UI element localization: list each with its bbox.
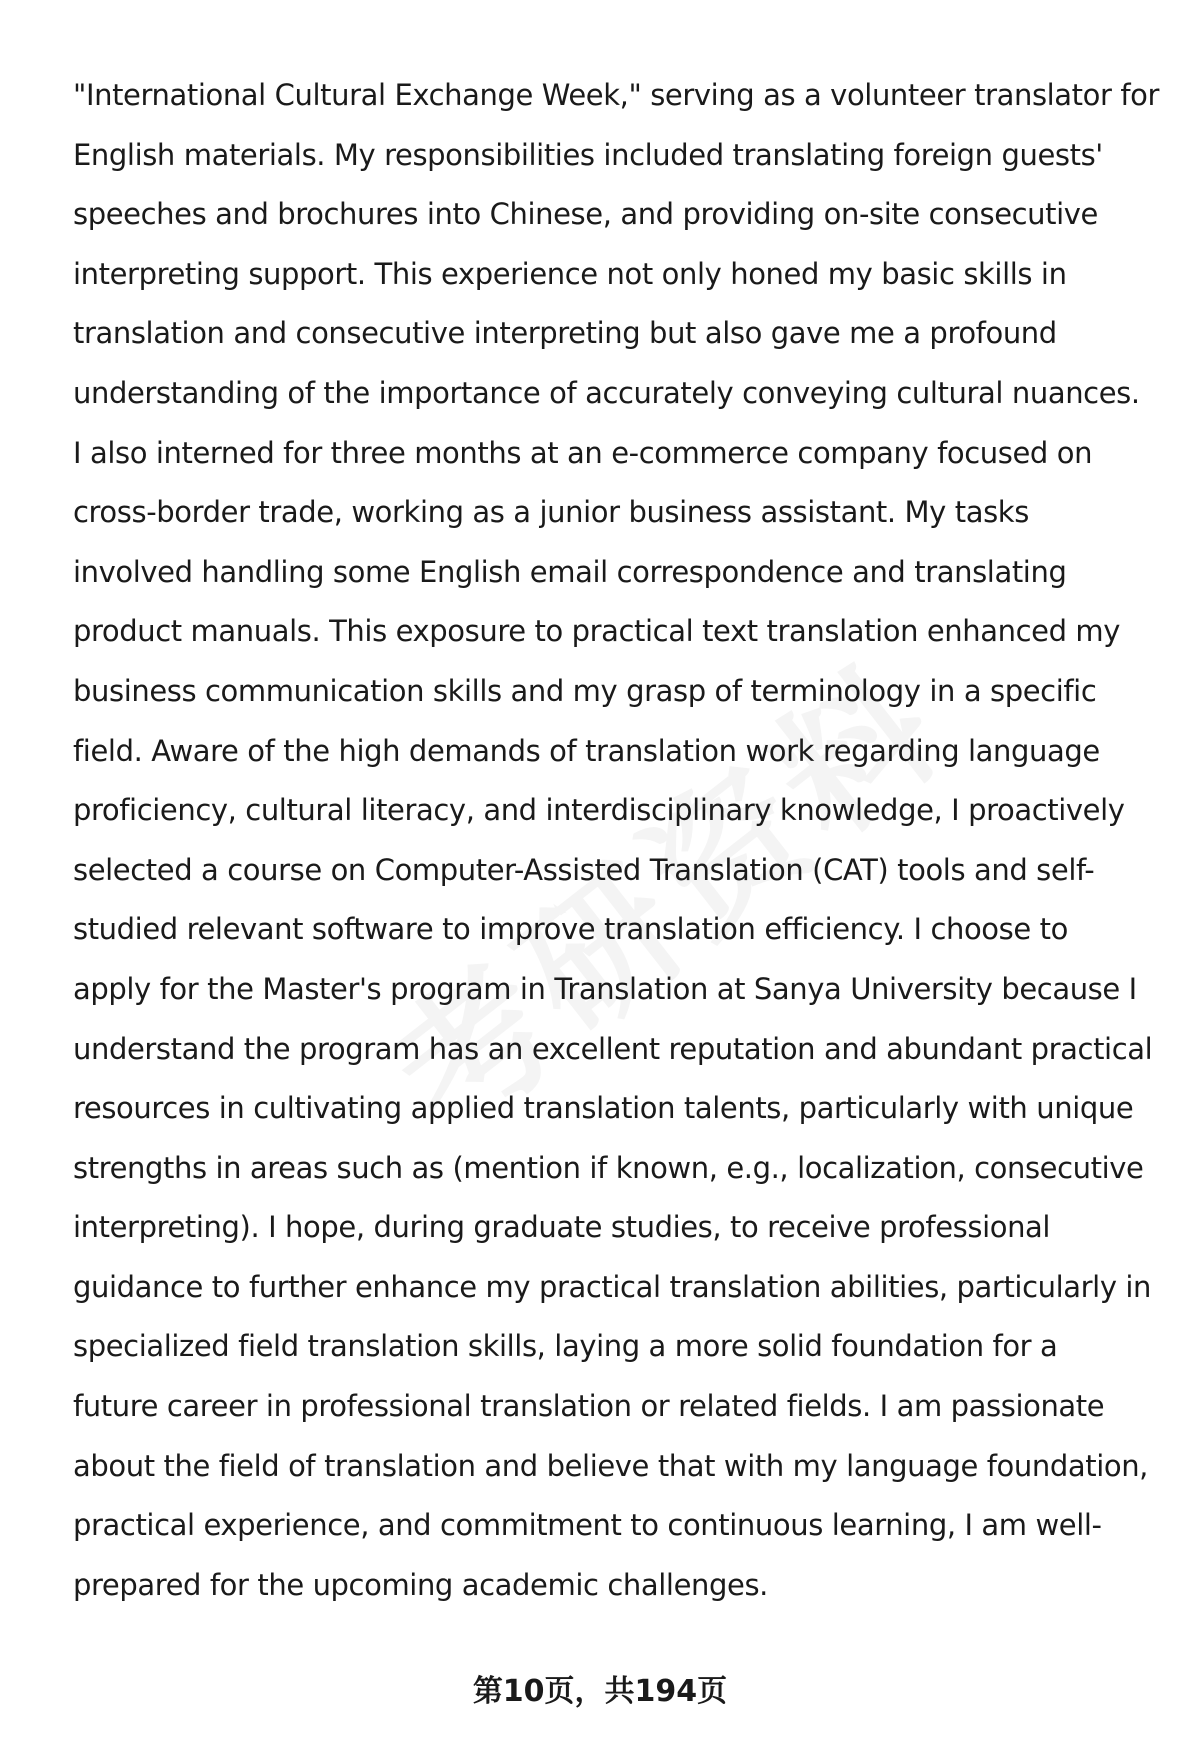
text-line: cross-border trade, working as a junior business assistant. My tasks bbox=[73, 495, 1029, 530]
text-line: strengths in areas such as (mention if known, e.g., localization, consecutive bbox=[73, 1150, 1144, 1185]
text-line: interpreting). I hope, during graduate studies, to receive professional bbox=[73, 1210, 1051, 1245]
text-line: guidance to further enhance my practical translation abilities, particularly in bbox=[73, 1269, 1152, 1304]
text-line: field. Aware of the high demands of translation work regarding language bbox=[73, 733, 1100, 768]
text-line: business communication skills and my grasp of terminology in a specific bbox=[73, 673, 1097, 708]
text-line: involved handling some English email correspondence and translating bbox=[73, 554, 1067, 589]
document-body bbox=[73, 66, 1173, 1615]
text-line: studied relevant software to improve translation efficiency. I choose to bbox=[73, 912, 1068, 947]
text-line: future career in professional translation or related fields. I am passionate bbox=[73, 1389, 1105, 1424]
text-line: interpreting support. This experience not only honed my basic skills in bbox=[73, 256, 1067, 291]
text-line: speeches and brochures into Chinese, and providing on-site consecutive bbox=[73, 197, 1098, 232]
text-line: English materials. My responsibilities included translating foreign guests' bbox=[73, 137, 1103, 172]
text-line: proficiency, cultural literacy, and interdisciplinary knowledge, I proactively bbox=[73, 793, 1125, 828]
page-number-footer: 第10页，共194页 bbox=[472, 1674, 728, 1709]
text-line: practical experience, and commitment to continuous learning, I am well- bbox=[73, 1508, 1102, 1543]
text-line: apply for the Master's program in Translation at Sanya University because I bbox=[73, 971, 1137, 1006]
text-line: selected a course on Computer-Assisted Translation (CAT) tools and self- bbox=[73, 852, 1095, 887]
text-line: product manuals. This exposure to practical text translation enhanced my bbox=[73, 614, 1121, 649]
text-line: specialized field translation skills, laying a more solid foundation for a bbox=[73, 1329, 1058, 1364]
text-line: understand the program has an excellent reputation and abundant practical bbox=[73, 1031, 1153, 1066]
text-line: prepared for the upcoming academic challenges. bbox=[73, 1567, 768, 1602]
text-line: resources in cultivating applied translation talents, particularly with unique bbox=[73, 1091, 1134, 1126]
text-line: about the field of translation and believe that with my language foundation, bbox=[73, 1448, 1148, 1483]
text-line: translation and consecutive interpreting but also gave me a profound bbox=[73, 316, 1057, 351]
text-line: understanding of the importance of accurately conveying cultural nuances. bbox=[73, 375, 1140, 410]
text-line: "International Cultural Exchange Week," serving as a volunteer translator for bbox=[73, 78, 1160, 112]
text-line: I also interned for three months at an e-commerce company focused on bbox=[73, 435, 1093, 470]
